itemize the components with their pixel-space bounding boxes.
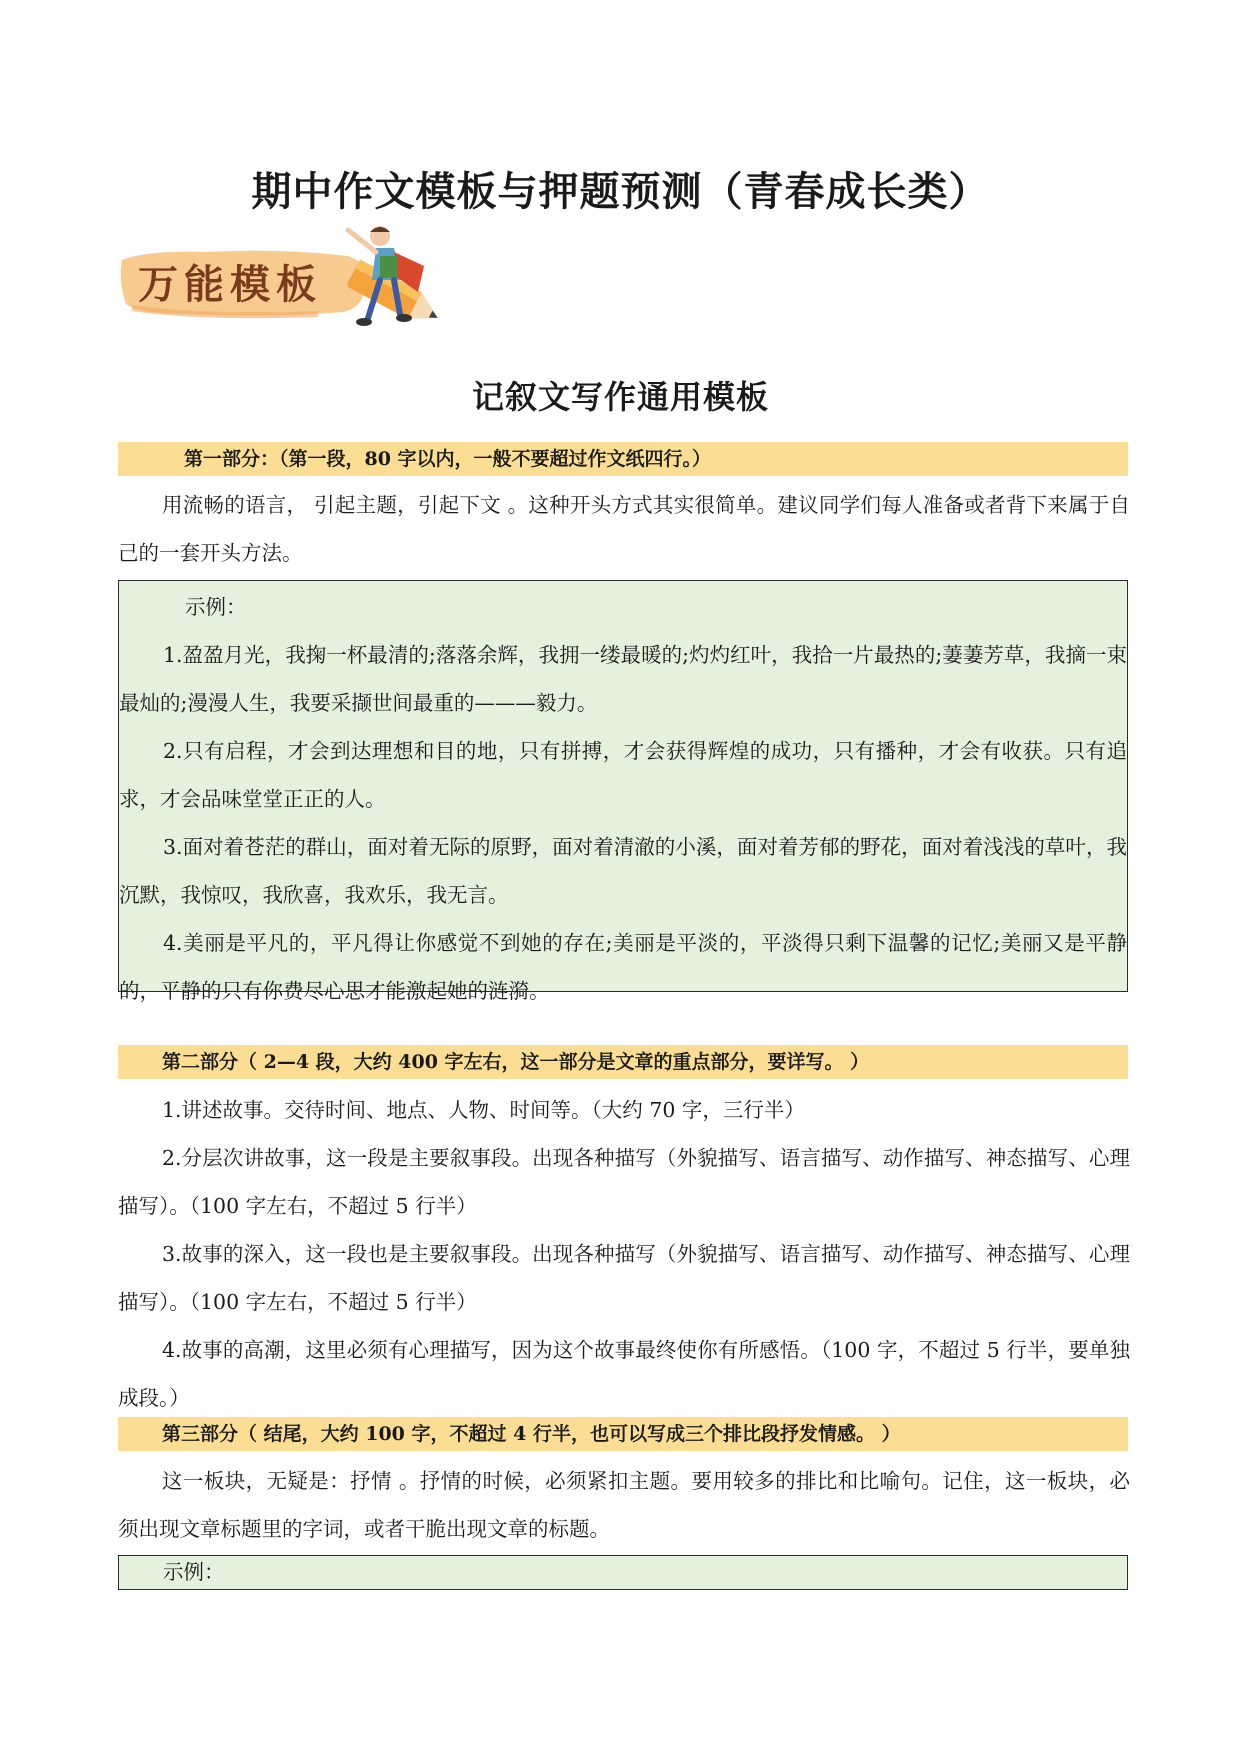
example-label: 示例： — [185, 595, 247, 619]
example-item: 1.盈盈月光，我掬一杯最清的;落落余辉，我拥一缕最暖的;灼灼红叶，我拾一片最热的;萋萋芳草，我摘一束最灿的;漫漫人生，我要采撷世间最重的———毅力。 — [119, 643, 1127, 715]
section2-item: 1.讲述故事。交待时间、地点、人物、时间等。（大约 70 字，三行半） — [162, 1098, 805, 1122]
svg-text:万能模板: 万能模板 — [138, 261, 322, 308]
section3-example-box — [118, 1555, 1128, 1590]
example-label: 示例： — [163, 1560, 225, 1584]
section3-body: 这一板块，无疑是：抒情 。抒情的时候，必须紧扣主题。要用较多的排比和比喻句。记住，这一板块，必须出现文章标题里的字词，或者干脆出现文章的标题。 — [118, 1469, 1130, 1541]
section2-item: 4.故事的高潮，这里必须有心理描写，因为这个故事最终使你有所感悟。（100 字，不超过 5 行半，要单独成段。） — [118, 1338, 1130, 1410]
section1-body: 用流畅的语言， 引起主题，引起下文 。这种开头方式其实很简单。建议同学们每人准备或者背下来属于自己的一套开头方法。 — [118, 493, 1130, 565]
page-title: 期中作文模板与押题预测（青春成长类） — [251, 168, 990, 215]
example-item: 2.只有启程，才会到达理想和目的地，只有拼搏，才会获得辉煌的成功，只有播种，才会有收获。只有追求，才会品味堂堂正正的人。 — [119, 739, 1127, 811]
section1-header: 第一部分：（第一段，80 字以内，一般不要超过作文纸四行。） — [118, 442, 1128, 476]
section3-header: 第三部分（ 结尾，大约 100 字，不超过 4 行半，也可以写成三个排比段抒发情感。 ） — [118, 1417, 1128, 1451]
section2-item: 3.故事的深入，这一段也是主要叙事段。出现各种描写（外貌描写、语言描写、动作描写、神态描写、心理描写）。（100 字左右，不超过 5 行半） — [118, 1242, 1130, 1314]
section2-item: 2.分层次讲故事，这一段是主要叙事段。出现各种描写（外貌描写、语言描写、动作描写、神态描写、心理描写）。（100 字左右，不超过 5 行半） — [118, 1146, 1130, 1218]
example-item: 3.面对着苍茫的群山，面对着无际的原野，面对着清澈的小溪，面对着芳郁的野花，面对着浅浅的草叶，我沉默，我惊叹，我欣喜，我欢乐，我无言。 — [119, 835, 1127, 907]
section2-header: 第二部分（ 2—4 段，大约 400 字左右，这一部分是文章的重点部分，要详写。 ） — [118, 1045, 1128, 1079]
example-item: 4.美丽是平凡的，平凡得让你感觉不到她的存在;美丽是平淡的，平淡得只剩下温馨的记忆;美丽又是平静的，平静的只有你费尽心思才能激起她的涟漪。 — [119, 931, 1127, 1003]
section-subtitle: 记叙文写作通用模板 — [471, 378, 769, 416]
section1-example-box — [118, 580, 1128, 1003]
template-logo-image — [118, 222, 450, 340]
